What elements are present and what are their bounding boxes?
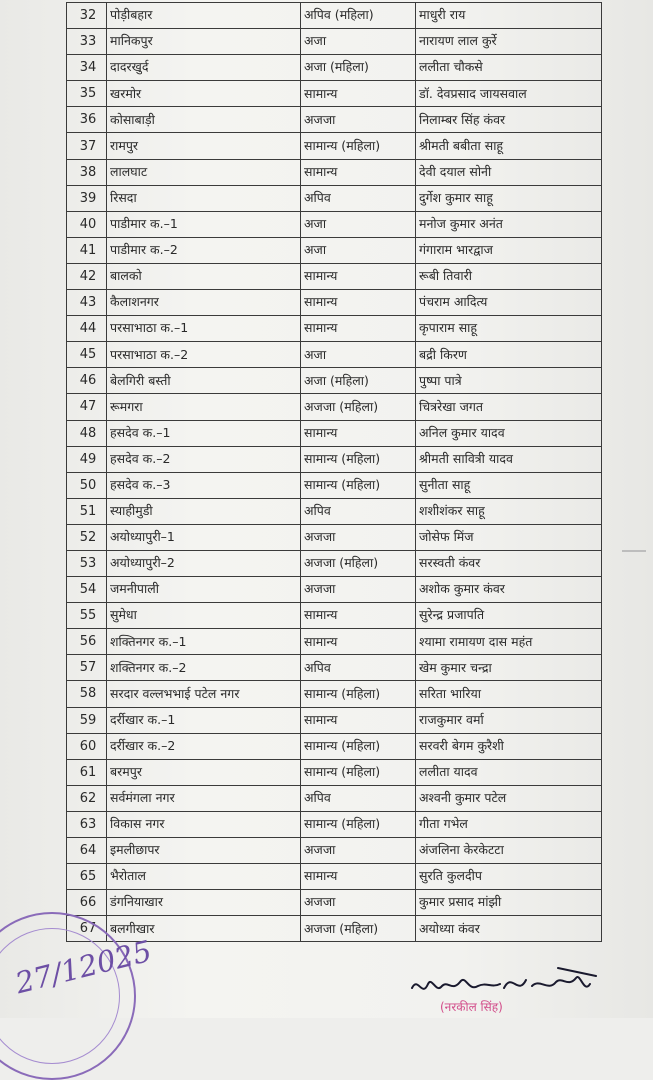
ward-number-cell: 67 bbox=[67, 916, 107, 942]
councillor-name-cell: देवी दयाल सोनी bbox=[416, 159, 602, 185]
ward-number-cell: 66 bbox=[67, 890, 107, 916]
ward-name-cell: लालघाट bbox=[107, 159, 301, 185]
councillor-name-cell: निलाम्बर सिंह कंवर bbox=[416, 107, 602, 133]
reservation-category-cell: अजजा bbox=[301, 838, 416, 864]
table-row bbox=[67, 3, 602, 29]
councillor-name-cell: गंगाराम भारद्वाज bbox=[416, 237, 602, 263]
ward-number-cell: 54 bbox=[67, 577, 107, 603]
ward-number-cell: 37 bbox=[67, 133, 107, 159]
reservation-category-cell: सामान्य bbox=[301, 81, 416, 107]
table-row bbox=[67, 420, 602, 446]
councillor-name-cell: श्यामा रामायण दास महंत bbox=[416, 629, 602, 655]
table-row bbox=[67, 524, 602, 550]
table-row bbox=[67, 603, 602, 629]
ward-name-cell: रिसदा bbox=[107, 185, 301, 211]
reservation-category-cell: अजा bbox=[301, 29, 416, 55]
councillor-name-cell: बद्री किरण bbox=[416, 342, 602, 368]
ward-number-cell: 57 bbox=[67, 655, 107, 681]
ward-name-cell: जमनीपाली bbox=[107, 577, 301, 603]
ward-number-cell: 51 bbox=[67, 498, 107, 524]
ward-number-cell: 50 bbox=[67, 472, 107, 498]
ward-number-cell: 44 bbox=[67, 316, 107, 342]
table-row bbox=[67, 211, 602, 237]
ward-name-cell: हसदेव क.–2 bbox=[107, 446, 301, 472]
ward-name-cell: परसाभाठा क.–1 bbox=[107, 316, 301, 342]
reservation-category-cell: अजा bbox=[301, 237, 416, 263]
councillor-name-cell: रूबी तिवारी bbox=[416, 263, 602, 289]
ward-number-cell: 53 bbox=[67, 550, 107, 576]
ward-name-cell: रूमगरा bbox=[107, 394, 301, 420]
table-row bbox=[67, 29, 602, 55]
ward-number-cell: 48 bbox=[67, 420, 107, 446]
councillor-name-cell: नारायण लाल कुर्रे bbox=[416, 29, 602, 55]
councillor-name-cell: सरिता भारिया bbox=[416, 681, 602, 707]
reservation-category-cell: सामान्य (महिला) bbox=[301, 472, 416, 498]
ward-number-cell: 43 bbox=[67, 290, 107, 316]
ward-number-cell: 42 bbox=[67, 263, 107, 289]
table-row bbox=[67, 577, 602, 603]
ward-number-cell: 61 bbox=[67, 759, 107, 785]
table-row bbox=[67, 159, 602, 185]
councillor-name-cell: माधुरी राय bbox=[416, 3, 602, 29]
table-row bbox=[67, 681, 602, 707]
councillor-name-cell: ललीता चौकसे bbox=[416, 55, 602, 81]
ward-number-cell: 60 bbox=[67, 733, 107, 759]
reservation-category-cell: अजजा bbox=[301, 577, 416, 603]
ward-name-cell: मानिकपुर bbox=[107, 29, 301, 55]
table-row bbox=[67, 472, 602, 498]
ward-number-cell: 52 bbox=[67, 524, 107, 550]
councillor-name-cell: पंचराम आदित्य bbox=[416, 290, 602, 316]
reservation-category-cell: सामान्य (महिला) bbox=[301, 811, 416, 837]
ward-name-cell: विकास नगर bbox=[107, 811, 301, 837]
reservation-category-cell: सामान्य (महिला) bbox=[301, 733, 416, 759]
ward-number-cell: 39 bbox=[67, 185, 107, 211]
ward-name-cell: इमलीछापर bbox=[107, 838, 301, 864]
reservation-category-cell: सामान्य bbox=[301, 864, 416, 890]
reservation-category-cell: अजजा (महिला) bbox=[301, 394, 416, 420]
councillor-name-cell: ललीता यादव bbox=[416, 759, 602, 785]
ward-number-cell: 46 bbox=[67, 368, 107, 394]
ward-results-table bbox=[66, 2, 602, 942]
reservation-category-cell: अपिव bbox=[301, 185, 416, 211]
table-row bbox=[67, 733, 602, 759]
ward-number-cell: 35 bbox=[67, 81, 107, 107]
councillor-name-cell: सरवरी बेगम कुरैशी bbox=[416, 733, 602, 759]
reservation-category-cell: अजा (महिला) bbox=[301, 368, 416, 394]
ward-name-cell: दर्रीखार क.–1 bbox=[107, 707, 301, 733]
councillor-name-cell: श्रीमती बबीता साहू bbox=[416, 133, 602, 159]
councillor-name-cell: अशोक कुमार कंवर bbox=[416, 577, 602, 603]
table-row bbox=[67, 368, 602, 394]
ward-name-cell: बालको bbox=[107, 263, 301, 289]
reservation-category-cell: अजा bbox=[301, 211, 416, 237]
reservation-category-cell: सामान्य bbox=[301, 159, 416, 185]
ward-name-cell: रामपुर bbox=[107, 133, 301, 159]
reservation-category-cell: सामान्य bbox=[301, 420, 416, 446]
ward-number-cell: 56 bbox=[67, 629, 107, 655]
ward-name-cell: बलगीखार bbox=[107, 916, 301, 942]
ward-name-cell: भैरोताल bbox=[107, 864, 301, 890]
ward-number-cell: 36 bbox=[67, 107, 107, 133]
reservation-category-cell: अजा (महिला) bbox=[301, 55, 416, 81]
reservation-category-cell: अपिव bbox=[301, 498, 416, 524]
signatory-name: (नरकील सिंह) bbox=[440, 1000, 503, 1014]
table-row bbox=[67, 838, 602, 864]
ward-name-cell: सरदार वल्लभभाई पटेल नगर bbox=[107, 681, 301, 707]
councillor-name-cell: सरस्वती कंवर bbox=[416, 550, 602, 576]
reservation-category-cell: सामान्य bbox=[301, 316, 416, 342]
reservation-category-cell: सामान्य bbox=[301, 290, 416, 316]
reservation-category-cell: अपिव bbox=[301, 785, 416, 811]
councillor-name-cell: मनोज कुमार अनंत bbox=[416, 211, 602, 237]
ward-number-cell: 49 bbox=[67, 446, 107, 472]
reservation-category-cell: अजजा bbox=[301, 890, 416, 916]
ward-name-cell: अयोध्यापुरी–1 bbox=[107, 524, 301, 550]
table-row bbox=[67, 446, 602, 472]
ward-number-cell: 62 bbox=[67, 785, 107, 811]
ward-name-cell: अयोध्यापुरी–2 bbox=[107, 550, 301, 576]
ward-name-cell: पोड़ीबहार bbox=[107, 3, 301, 29]
reservation-category-cell: अपिव bbox=[301, 655, 416, 681]
reservation-category-cell: सामान्य (महिला) bbox=[301, 681, 416, 707]
councillor-name-cell: सुरेन्द्र प्रजापति bbox=[416, 603, 602, 629]
ward-number-cell: 33 bbox=[67, 29, 107, 55]
ward-name-cell: शक्तिनगर क.–1 bbox=[107, 629, 301, 655]
ward-name-cell: स्याहीमुडी bbox=[107, 498, 301, 524]
table-row bbox=[67, 394, 602, 420]
table-row bbox=[67, 55, 602, 81]
table-row bbox=[67, 107, 602, 133]
ward-number-cell: 65 bbox=[67, 864, 107, 890]
ward-name-cell: कैलाशनगर bbox=[107, 290, 301, 316]
reservation-category-cell: सामान्य bbox=[301, 263, 416, 289]
ward-name-cell: पाडीमार क.–2 bbox=[107, 237, 301, 263]
ward-number-cell: 47 bbox=[67, 394, 107, 420]
ward-number-cell: 55 bbox=[67, 603, 107, 629]
councillor-name-cell: कुमार प्रसाद मांझी bbox=[416, 890, 602, 916]
table-body bbox=[67, 3, 602, 942]
councillor-name-cell: खेम कुमार चन्द्रा bbox=[416, 655, 602, 681]
reservation-category-cell: सामान्य (महिला) bbox=[301, 759, 416, 785]
table-row bbox=[67, 890, 602, 916]
reservation-category-cell: अजजा bbox=[301, 524, 416, 550]
reservation-category-cell: अजजा bbox=[301, 107, 416, 133]
table-row bbox=[67, 263, 602, 289]
councillor-name-cell: जोसेफ मिंज bbox=[416, 524, 602, 550]
reservation-category-cell: अजा bbox=[301, 342, 416, 368]
table-row bbox=[67, 785, 602, 811]
table-row bbox=[67, 655, 602, 681]
ward-name-cell: पाडीमार क.–1 bbox=[107, 211, 301, 237]
ward-number-cell: 58 bbox=[67, 681, 107, 707]
ward-name-cell: हसदेव क.–1 bbox=[107, 420, 301, 446]
table-row bbox=[67, 290, 602, 316]
table-row bbox=[67, 550, 602, 576]
reservation-category-cell: सामान्य bbox=[301, 629, 416, 655]
table-row bbox=[67, 316, 602, 342]
ward-name-cell: सुमेधा bbox=[107, 603, 301, 629]
ward-number-cell: 59 bbox=[67, 707, 107, 733]
table-row bbox=[67, 185, 602, 211]
ward-name-cell: सर्वमंगला नगर bbox=[107, 785, 301, 811]
councillor-name-cell: चित्ररेखा जगत bbox=[416, 394, 602, 420]
pen-mark bbox=[622, 550, 646, 552]
reservation-category-cell: सामान्य (महिला) bbox=[301, 133, 416, 159]
ward-number-cell: 63 bbox=[67, 811, 107, 837]
councillor-name-cell: डॉ. देवप्रसाद जायसवाल bbox=[416, 81, 602, 107]
councillor-name-cell: अश्वनी कुमार पटेल bbox=[416, 785, 602, 811]
ward-name-cell: खरमोर bbox=[107, 81, 301, 107]
ward-name-cell: कोसाबाड़ी bbox=[107, 107, 301, 133]
reservation-category-cell: सामान्य (महिला) bbox=[301, 446, 416, 472]
ward-number-cell: 40 bbox=[67, 211, 107, 237]
ward-name-cell: बेलगिरी बस्ती bbox=[107, 368, 301, 394]
ward-name-cell: बरमपुर bbox=[107, 759, 301, 785]
councillor-name-cell: कृपाराम साहू bbox=[416, 316, 602, 342]
councillor-name-cell: सुनीता साहू bbox=[416, 472, 602, 498]
reservation-category-cell: सामान्य bbox=[301, 603, 416, 629]
stamp-date: 27/12025 bbox=[11, 933, 155, 1001]
councillor-name-cell: पुष्पा पात्रे bbox=[416, 368, 602, 394]
table-row bbox=[67, 133, 602, 159]
ward-name-cell: हसदेव क.–3 bbox=[107, 472, 301, 498]
councillor-name-cell: अंजलिना केरकेटटा bbox=[416, 838, 602, 864]
ward-name-cell: शक्तिनगर क.–2 bbox=[107, 655, 301, 681]
table-row bbox=[67, 707, 602, 733]
councillor-name-cell: अयोध्या कंवर bbox=[416, 916, 602, 942]
reservation-category-cell: सामान्य bbox=[301, 707, 416, 733]
reservation-category-cell: अपिव (महिला) bbox=[301, 3, 416, 29]
councillor-name-cell: राजकुमार वर्मा bbox=[416, 707, 602, 733]
councillor-name-cell: गीता गभेल bbox=[416, 811, 602, 837]
signature bbox=[408, 958, 608, 1004]
ward-number-cell: 32 bbox=[67, 3, 107, 29]
ward-name-cell: परसाभाठा क.–2 bbox=[107, 342, 301, 368]
ward-name-cell: दादरखुर्द bbox=[107, 55, 301, 81]
ward-number-cell: 64 bbox=[67, 838, 107, 864]
table-row bbox=[67, 759, 602, 785]
ward-number-cell: 38 bbox=[67, 159, 107, 185]
ward-number-cell: 45 bbox=[67, 342, 107, 368]
table-row bbox=[67, 237, 602, 263]
ward-name-cell: डंगनियाखार bbox=[107, 890, 301, 916]
table-row bbox=[67, 811, 602, 837]
reservation-category-cell: अजजा (महिला) bbox=[301, 550, 416, 576]
table-row bbox=[67, 498, 602, 524]
ward-name-cell: दर्रीखार क.–2 bbox=[107, 733, 301, 759]
councillor-name-cell: शशीशंकर साहू bbox=[416, 498, 602, 524]
councillor-name-cell: दुर्गेश कुमार साहू bbox=[416, 185, 602, 211]
councillor-name-cell: अनिल कुमार यादव bbox=[416, 420, 602, 446]
table-row bbox=[67, 864, 602, 890]
councillor-name-cell: सुरति कुलदीप bbox=[416, 864, 602, 890]
table-row bbox=[67, 81, 602, 107]
ward-number-cell: 41 bbox=[67, 237, 107, 263]
table-row bbox=[67, 342, 602, 368]
table-row bbox=[67, 629, 602, 655]
ward-number-cell: 34 bbox=[67, 55, 107, 81]
reservation-category-cell: अजजा (महिला) bbox=[301, 916, 416, 942]
councillor-name-cell: श्रीमती सावित्री यादव bbox=[416, 446, 602, 472]
